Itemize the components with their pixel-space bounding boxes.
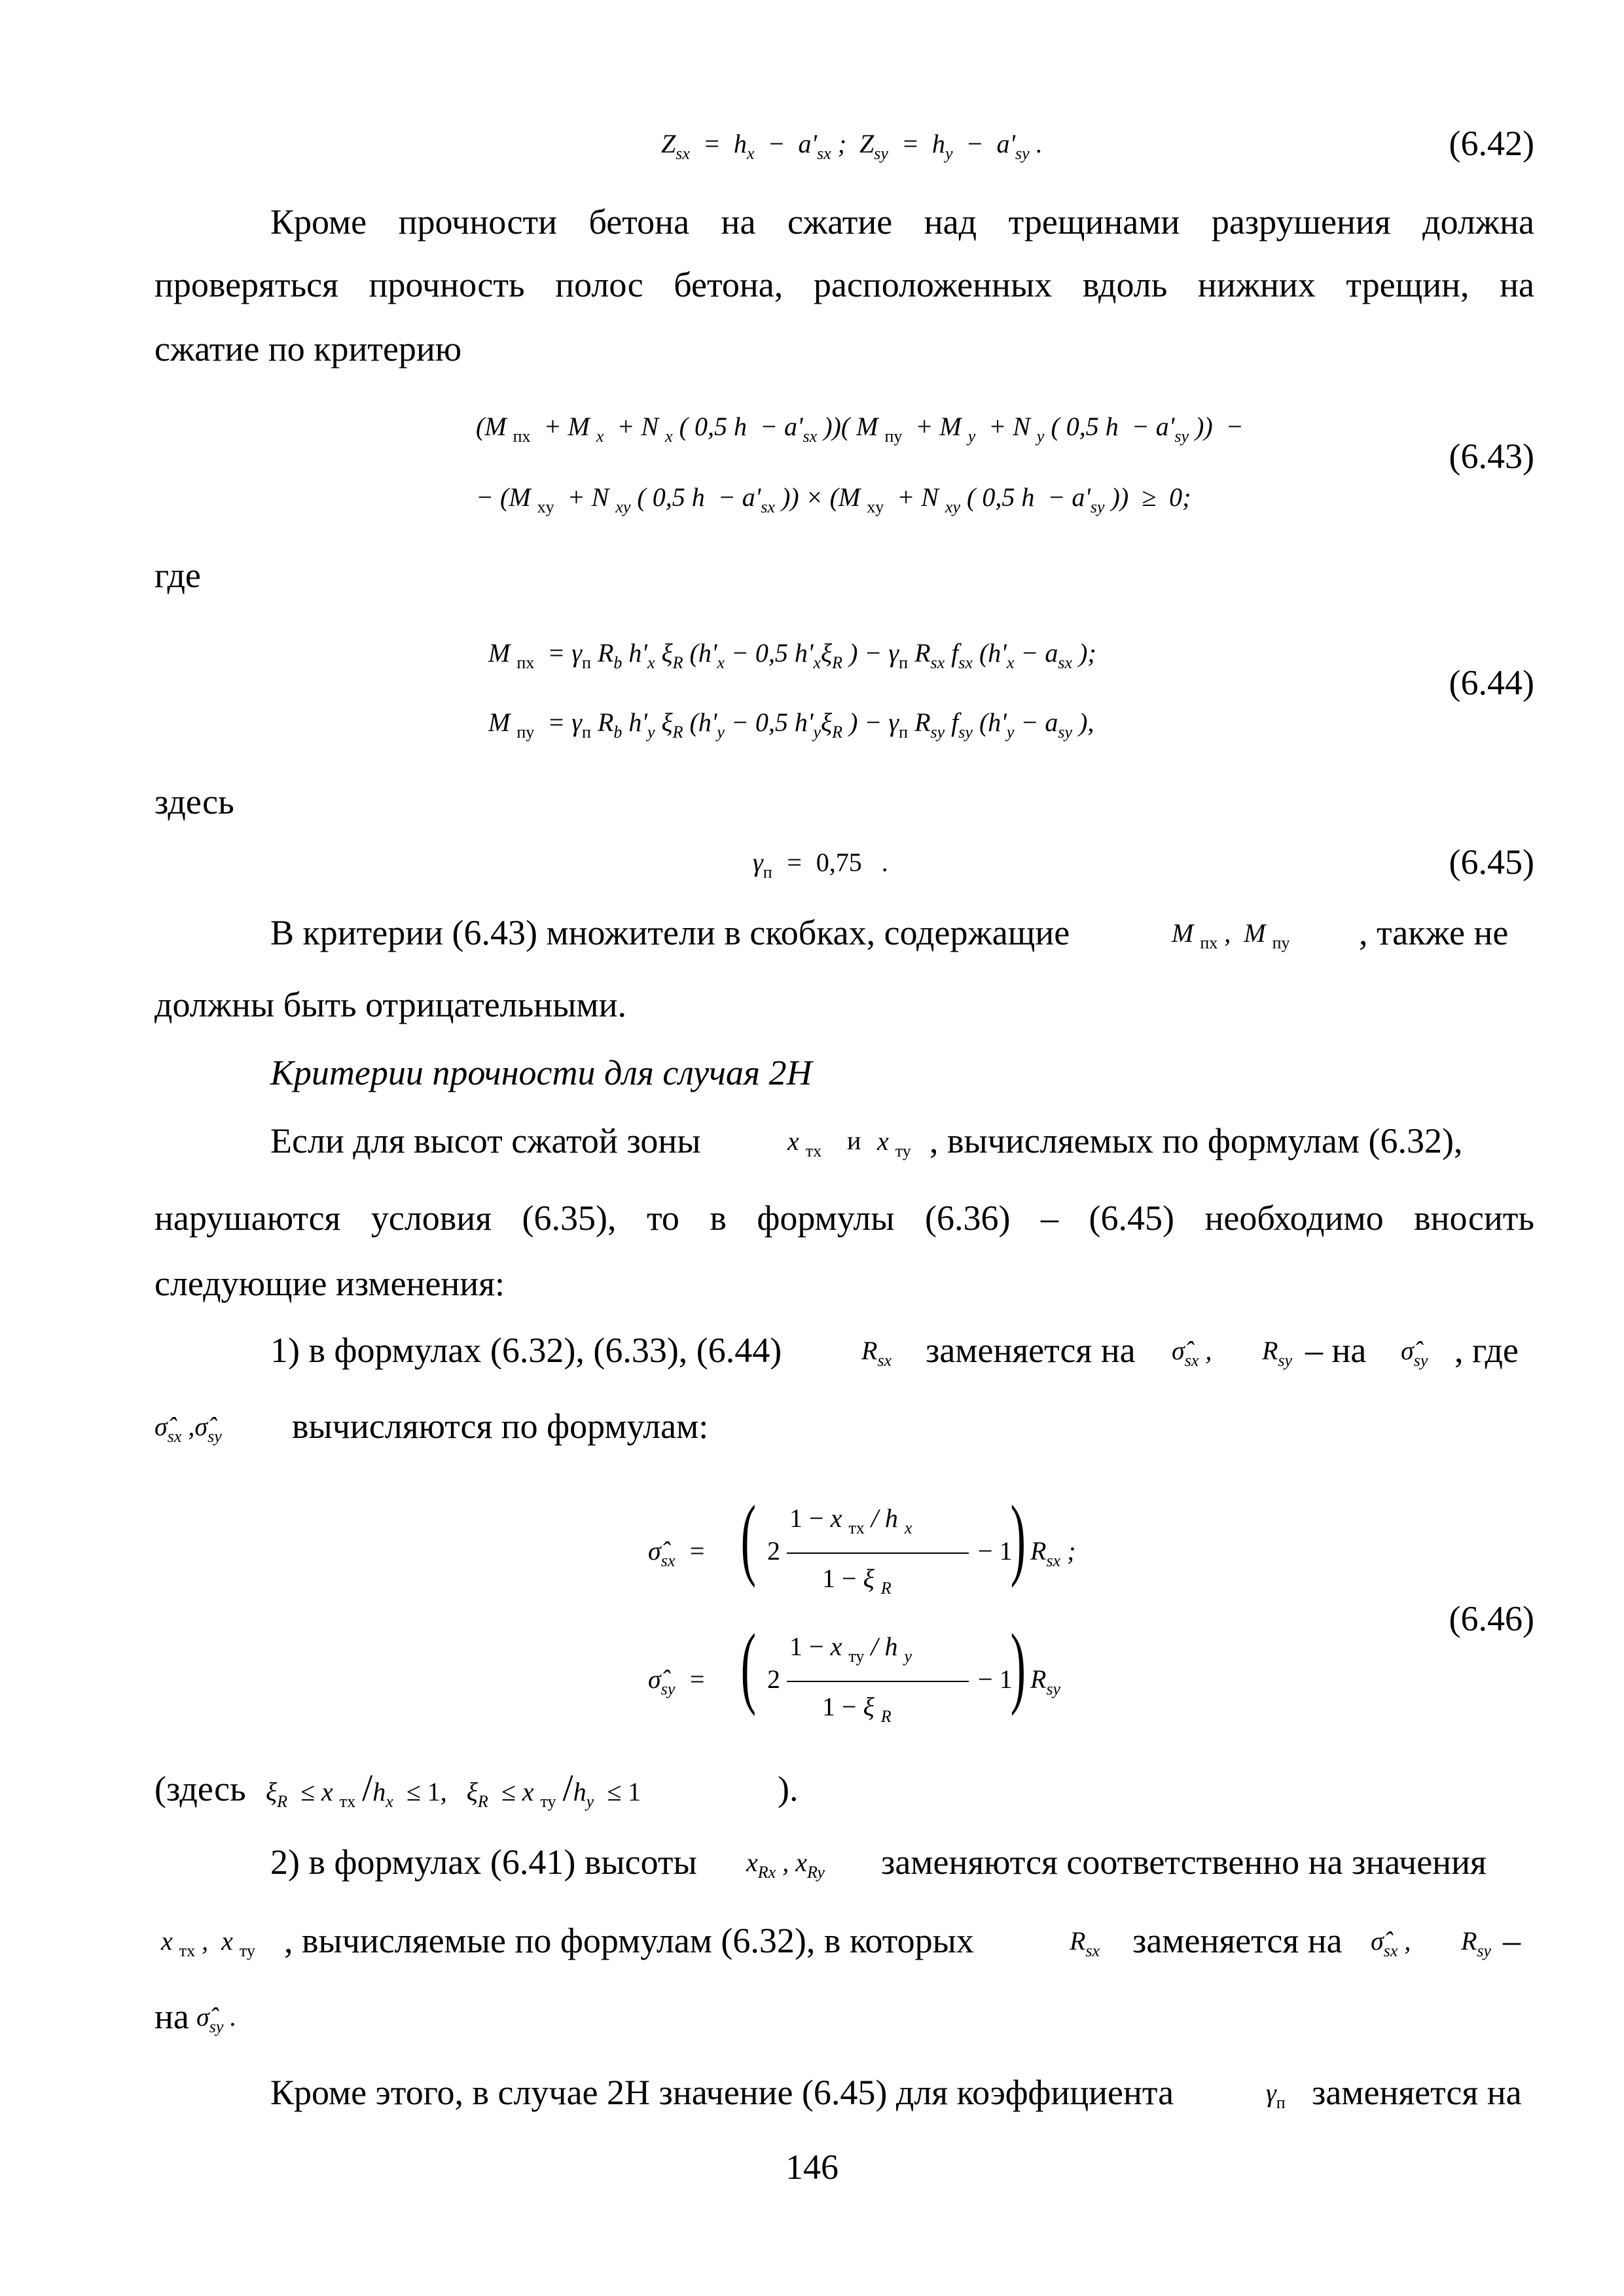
here-label: здесь — [154, 782, 234, 821]
paragraph-4-line-1b: заменяется на — [1312, 2073, 1522, 2112]
inline-x-ty: x $_{ту}$ — [877, 1126, 911, 1160]
item-2-line-2b: заменяется на — [1132, 1921, 1343, 1960]
paragraph-3-line-2: нарушаются условия (6.35), то в формулы (6.36) – (6.45) необходимо вносить — [154, 1198, 1534, 1238]
paren-left-1: ( — [740, 1487, 756, 1588]
minus-one-2: − 1 — [978, 1664, 1013, 1694]
equation-6-44-line-1: M $_{пх} = \gamma_п$ $R_b$ $h'_x$ $\xi_R$ ($h'_x - 0,5$ $h'_x\xi_R$ ) − $\gamma_п$ $R_{sx}$ $f_{sx}$ ($h'_x - a_{sx}$ ); — [488, 638, 1096, 672]
R-sx-1: $R_{sx}$ ; — [1030, 1536, 1076, 1570]
item-2-line-3a: на — [154, 1997, 189, 2036]
paren-right-1: ) — [1010, 1487, 1026, 1588]
inline-sigma-sx-sy: $\sigmâ_{sx}$ $,\sigmâ_{sy}$ — [154, 1412, 222, 1446]
where-label: где — [154, 556, 201, 595]
frac-line-2 — [787, 1681, 969, 1682]
frac-num-x: 1 − x $_{тх}$ / h $_x$ — [789, 1503, 912, 1537]
equation-6-43-line-1: (M $_{пх}$ + M $_x$ + N $_x$ ( 0,5 $h - a'_{sx}$ ))( M $_{пу}$ + M $_y$ + N $_y$ ( 0,5 $h - a'_{sy}$ )) − — [476, 412, 1244, 446]
inline-sigma-sx-2: $\sigmâ_{sx}$ , — [1371, 1926, 1411, 1960]
equation-number-6-46: (6.46) — [1449, 1599, 1534, 1638]
paragraph-2-line-1a: В критерии (6.43) множители в скобках, содержащие — [270, 913, 1070, 952]
item-2-line-2a: , вычисляемые по формулам (6.32), в которых — [284, 1921, 974, 1960]
inline-x-tx-ty: x $_{тх}$ , x $_{ту}$ — [161, 1926, 255, 1960]
equation-6-46-sigma-sx: $\sigmâ_{sx}$ = — [648, 1536, 706, 1570]
R-sy-2: $R_{sy}$ — [1030, 1664, 1061, 1698]
equation-number-6-42: (6.42) — [1449, 124, 1534, 163]
inline-gamma-p: $\gamma_п$ — [1266, 2078, 1286, 2112]
inline-R-sx-2: $R_{sx}$ — [1070, 1926, 1100, 1960]
paragraph-4-line-1a: Кроме этого, в случае 2Н значение (6.45) для коэффициента — [270, 2073, 1174, 2112]
frac-num-y: 1 − x $_{ту}$ / h $_y$ — [789, 1632, 912, 1666]
inline-sigma-sx: $\sigmâ_{sx}$ , — [1172, 1336, 1212, 1370]
equation-6-43-line-2: − (M $_{xy}$ + N $_{xy}$ ( 0,5 $h - a'_{sx}$ )) × (M $_{xy}$ + N $_{xy}$ ( 0,5 $h - a'_{sy}$ )) ≥ 0; — [476, 482, 1191, 516]
equation-6-46-sigma-sy: $\sigmâ_{sy}$ = — [648, 1664, 706, 1698]
equation-number-6-43: (6.43) — [1449, 437, 1534, 476]
frac-line-1 — [787, 1552, 969, 1554]
paragraph-1-line-2: проверяться прочность полос бетона, расположенных вдоль нижних трещин, на — [154, 265, 1534, 304]
inline-sigma-sy-2: $\sigmâ_{sy}$ . — [196, 2002, 237, 2036]
paragraph-3-line-3: следующие изменения: — [154, 1264, 505, 1303]
paragraph-3-line-1b: , вычисляемых по формулам (6.32), — [929, 1121, 1463, 1160]
minus-one-1: − 1 — [978, 1536, 1013, 1566]
equation-6-45: $\gamma_п = 0,75$ . — [753, 848, 888, 882]
inline-and: и — [847, 1126, 861, 1155]
inline-R-sy: $R_{sy}$ — [1262, 1336, 1293, 1370]
paragraph-1-line-3: сжатие по критерию — [154, 329, 462, 368]
inline-R-sy-2: $R_{sy}$ — [1461, 1926, 1492, 1960]
item-1-line-1b: заменяется на — [926, 1331, 1136, 1370]
paragraph-1-line-1: Кроме прочности бетона на сжатие над трещинами разрушения должна — [270, 202, 1534, 242]
item-1-line-1c: – на — [1305, 1331, 1367, 1370]
inline-M-px-M-py: M $_{пх}$ , M $_{пу}$ — [1172, 918, 1290, 952]
frac-den-1: 1 − ξ $_R$ — [822, 1564, 892, 1598]
equation-6-42: $Z_{sx} = h_x - a'_{sx}$ ; $Z_{sy} = h_y - a'_{sy}$ . — [661, 129, 1043, 163]
condition-formula: $\xi_R \le x$ $_{тх}$ $/h_x \le 1$, $\xi_R \le x$ $_{ту}$ $/h_y \le 1$ — [266, 1767, 641, 1811]
condition-open: (здесь — [154, 1769, 246, 1808]
equation-number-6-45: (6.45) — [1449, 842, 1534, 882]
inline-R-sx: $R_{sx}$ — [861, 1336, 892, 1370]
equation-number-6-44: (6.44) — [1449, 663, 1534, 702]
page-number: 146 — [785, 2147, 839, 2187]
two-1: 2 — [767, 1536, 780, 1566]
item-2-line-1a: 2) в формулах (6.41) высоты — [270, 1842, 697, 1882]
item-1-line-1a: 1) в формулах (6.32), (6.33), (6.44) — [270, 1331, 782, 1370]
paren-right-2: ) — [1010, 1615, 1026, 1717]
section-heading: Критерии прочности для случая 2Н — [270, 1053, 812, 1092]
paren-left-2: ( — [740, 1615, 756, 1717]
item-1-line-2: вычисляются по формулам: — [292, 1407, 709, 1446]
item-2-line-1b: заменяются соответственно на значения — [881, 1842, 1487, 1882]
paragraph-2-line-1b: , также не — [1359, 913, 1509, 952]
equation-6-44-line-2: M $_{пу} = \gamma_п$ $R_b$ $h'_y$ $\xi_R$ ($h'_y - 0,5$ $h'_y\xi_R$ ) − $\gamma_п$ $R_{sy}$ $f_{sy}$ ($h'_y - a_{sy}$ ), — [488, 708, 1094, 742]
two-2: 2 — [767, 1664, 780, 1694]
frac-den-2: 1 − ξ $_R$ — [822, 1692, 892, 1726]
condition-close: ). — [778, 1769, 799, 1808]
inline-sigma-sy: $\sigmâ_{sy}$ — [1401, 1336, 1428, 1370]
inline-x-Rx-Ry: $x_{Rx}$ , $x_{Ry}$ — [746, 1848, 825, 1882]
item-1-line-1d: , где — [1454, 1331, 1519, 1370]
paragraph-2-line-2: должны быть отрицательными. — [154, 985, 626, 1024]
paragraph-3-line-1a: Если для высот сжатой зоны — [270, 1121, 701, 1160]
inline-x-tx: x $_{тх}$ — [787, 1126, 822, 1160]
item-2-line-2c: – — [1503, 1921, 1521, 1960]
